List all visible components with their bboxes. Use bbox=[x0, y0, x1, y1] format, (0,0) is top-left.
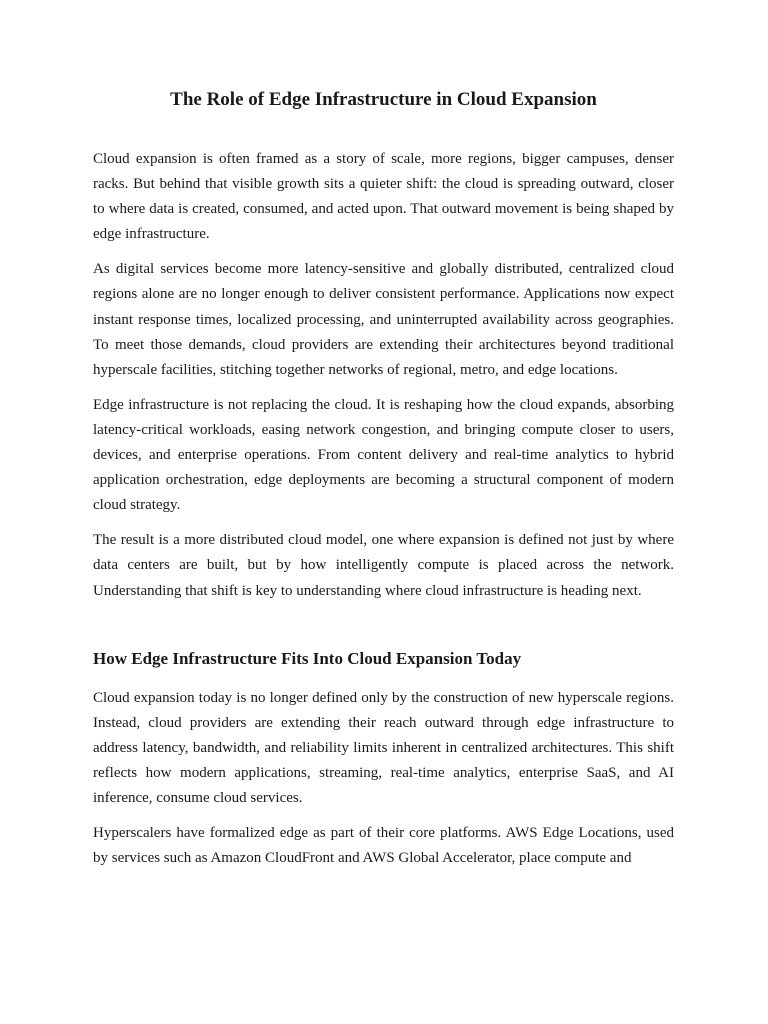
section-paragraph-2: Hyperscalers have formalized edge as part of their core platforms. AWS Edge Locations, used by services such as Amazon CloudFront and AWS Global Accelerator, place compute and bbox=[93, 825, 674, 867]
intro-paragraph-1: Cloud expansion is often framed as a story of scale, more regions, bigger campuses, denser racks. But behind that visible growth sits a quieter shift: the cloud is spreading outward, closer to where data is created, consumed, and acted upon. That outward movement is being shaped by edge infrastructure. bbox=[93, 151, 674, 243]
intro-paragraph-2: As digital services become more latency-sensitive and globally distributed, centralized cloud regions alone are no longer enough to deliver consistent performance. Applications now expect instant response times, localized processing, and uninterrupted availability across geographies. To meet those demands, cloud providers are extending their architectures beyond traditional hyperscale facilities, stitching together networks of regional, metro, and edge locations. bbox=[93, 261, 674, 378]
document-page bbox=[93, 0, 674, 871]
intro-paragraph-4: The result is a more distributed cloud model, one where expansion is defined not just by where data centers are built, but by how intelligently compute is placed across the network. Understanding that shift is key to understanding where cloud infrastructure is heading next. bbox=[93, 532, 674, 599]
intro-paragraph-3: Edge infrastructure is not replacing the cloud. It is reshaping how the cloud expands, absorbing latency-critical workloads, easing network congestion, and bringing compute closer to users, devices, and enterprise operations. From content delivery and real-time analytics to hybrid application orchestration, edge deployments are becoming a structural component of modern cloud strategy. bbox=[93, 396, 674, 514]
document-title: The Role of Edge Infrastructure in Cloud Expansion bbox=[170, 89, 597, 110]
section-paragraph-1: Cloud expansion today is no longer defined only by the construction of new hyperscale regions. Instead, cloud providers are extending their reach outward through edge infrastructure to address latency, bandwidth, and reliability limits inherent in centralized architectures. This shift reflects how modern applications, streaming, real-time analytics, enterprise SaaS, and AI inference, consume cloud services. bbox=[93, 689, 674, 806]
section-heading: How Edge Infrastructure Fits Into Cloud Expansion Today bbox=[93, 648, 522, 668]
